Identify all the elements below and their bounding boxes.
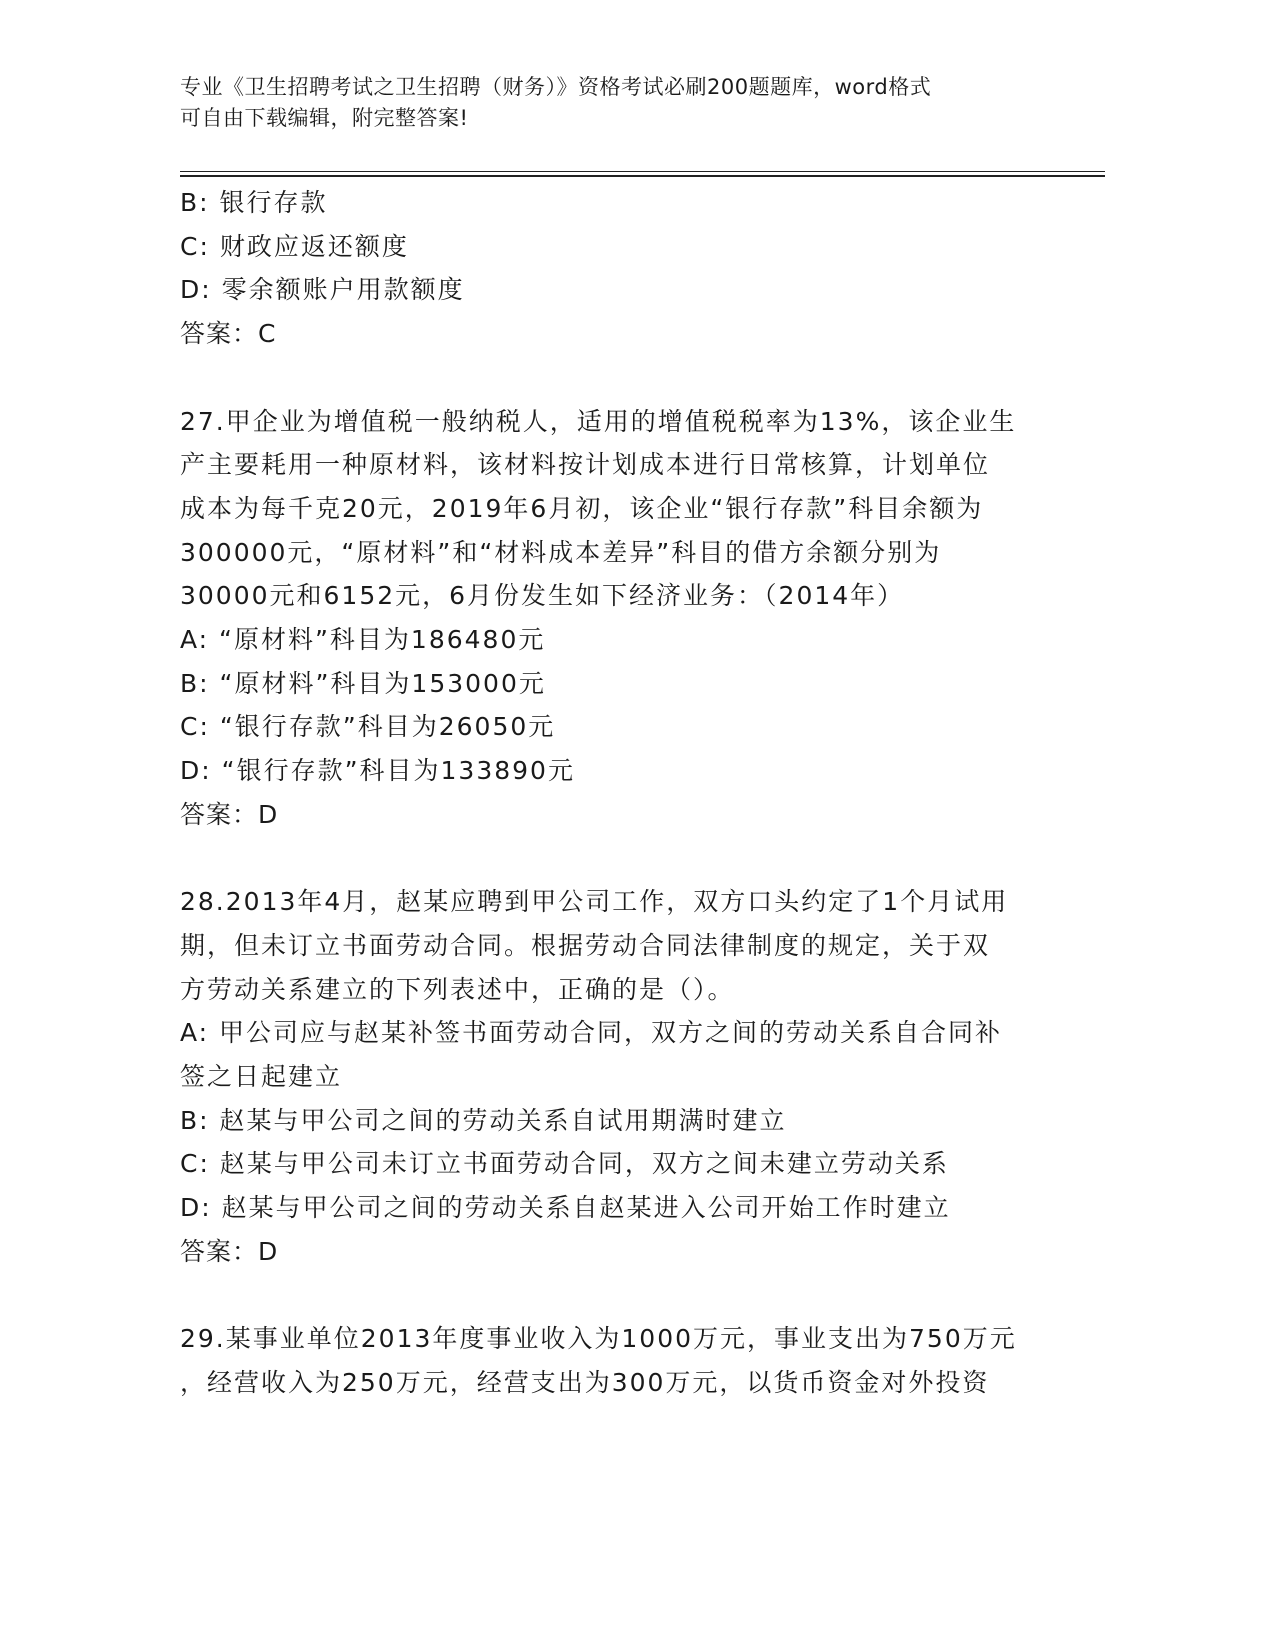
option-d: D: 赵某与甲公司之间的劳动关系自赵某进入公司开始工作时建立 xyxy=(180,1193,951,1223)
question-text-line: 成本为每千克20元，2019年6月初，该企业“银行存款”科目余额为 xyxy=(180,493,984,523)
question-text-line: 300000元，“原材料”和“材料成本差异”科目的借方余额分别为 xyxy=(180,537,942,567)
question-block-29 xyxy=(180,1317,1050,1404)
option-b: B: 银行存款 xyxy=(180,188,328,217)
question-content xyxy=(180,181,1050,1405)
prev-question-block xyxy=(180,181,1050,356)
answer-line: 答案：C xyxy=(180,319,277,349)
spacer xyxy=(180,356,1050,400)
question-block-27 xyxy=(180,400,1050,837)
question-text-line: 30000元和6152元，6月份发生如下经济业务：（2014年） xyxy=(180,581,905,611)
option-c: C: 赵某与甲公司未订立书面劳动合同，双方之间未建立劳动关系 xyxy=(180,1149,949,1179)
question-text-line: 27.甲企业为增值税一般纳税人，适用的增值税税率为13%，该企业生 xyxy=(180,406,1017,436)
header-line-1: 专业《卫生招聘考试之卫生招聘（财务）》资格考试必刷200题题库，word格式 xyxy=(180,75,932,99)
header-line-2: 可自由下载编辑，附完整答案! xyxy=(180,106,469,130)
question-text-line: 产主要耗用一种原材料，该材料按计划成本进行日常核算，计划单位 xyxy=(180,450,991,480)
document-header xyxy=(180,72,1080,134)
spacer xyxy=(180,1274,1050,1318)
option-d: D: “银行存款”科目为133890元 xyxy=(180,756,575,786)
option-b: B: “原材料”科目为153000元 xyxy=(180,668,546,698)
question-text-line: ，经营收入为250万元，经营支出为300万元，以货币资金对外投资 xyxy=(180,1367,990,1397)
option-d: D: 零余额账户用款额度 xyxy=(180,275,465,305)
option-a: A: 甲公司应与赵某补签书面劳动合同，双方之间的劳动关系自合同补 xyxy=(180,1018,1003,1048)
question-text-line: 方劳动关系建立的下列表述中，正确的是（）。 xyxy=(180,974,735,1004)
header-rule-thin xyxy=(180,171,1105,172)
question-text-line: 28.2013年4月，赵某应聘到甲公司工作，双方口头约定了1个月试用 xyxy=(180,887,1009,917)
spacer xyxy=(180,837,1050,881)
question-block-28 xyxy=(180,880,1050,1273)
option-a: A: “原材料”科目为186480元 xyxy=(180,625,546,655)
header-rule-thick xyxy=(180,175,1105,177)
option-c: C: “银行存款”科目为26050元 xyxy=(180,712,556,742)
question-text-line: 期，但未订立书面劳动合同。根据劳动合同法律制度的规定，关于双 xyxy=(180,930,991,960)
option-c: C: 财政应返还额度 xyxy=(180,231,409,261)
question-text-line: 29.某事业单位2013年度事业收入为1000万元，事业支出为750万元 xyxy=(180,1324,1017,1354)
answer-line: 答案：D xyxy=(180,1236,279,1266)
option-b: B: 赵某与甲公司之间的劳动关系自试用期满时建立 xyxy=(180,1105,787,1135)
option-a-continued: 签之日起建立 xyxy=(180,1062,343,1092)
answer-line: 答案：D xyxy=(180,799,279,829)
